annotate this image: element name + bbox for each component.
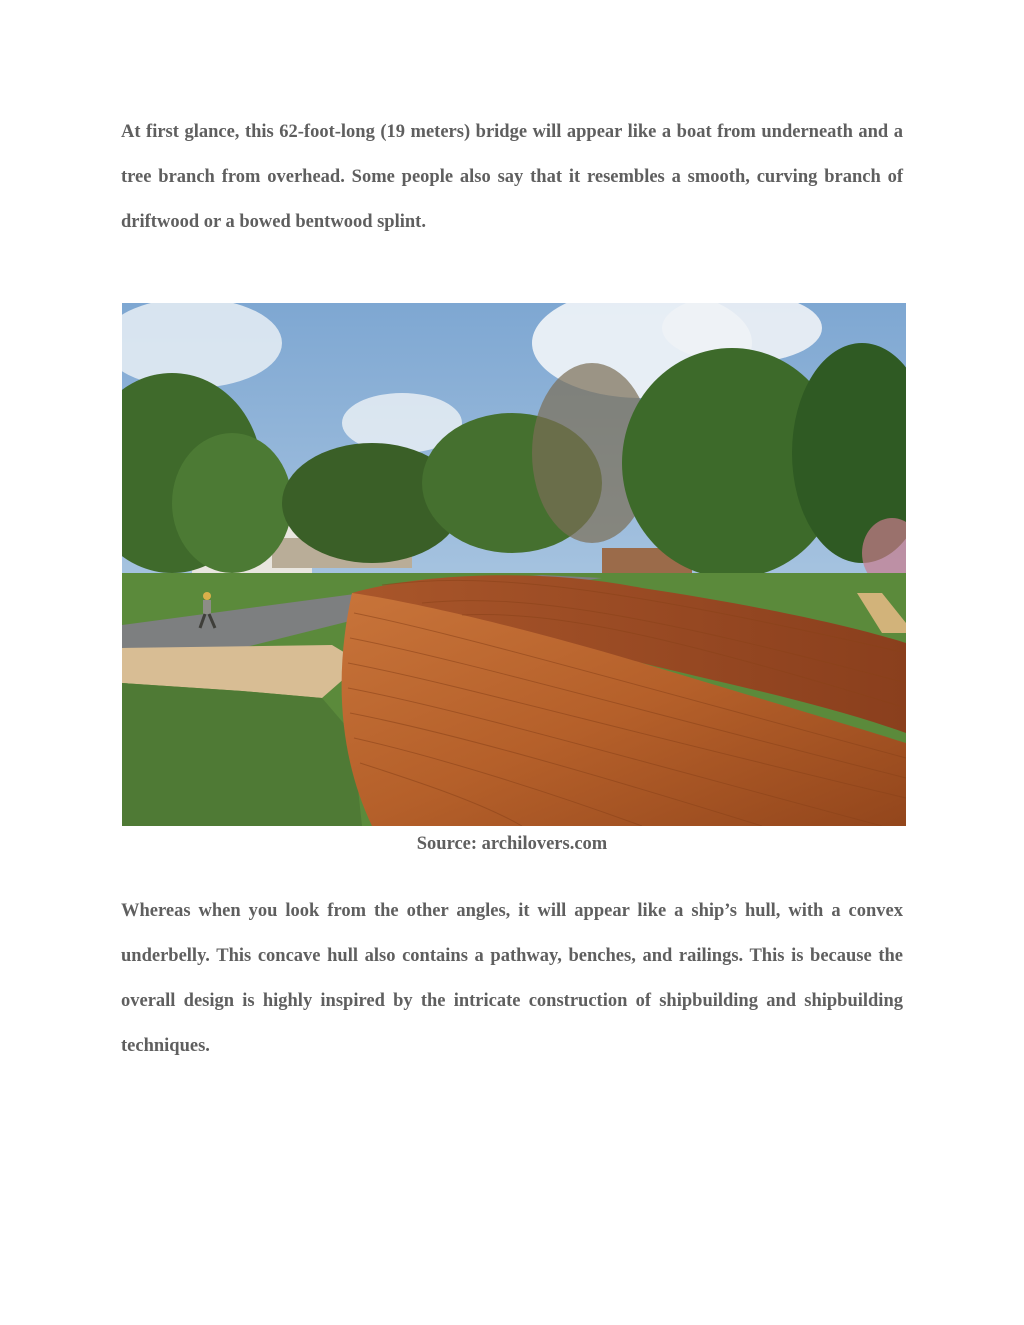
image-caption: Source: archilovers.com: [416, 834, 608, 854]
followup-paragraph: Whereas when you look from the other angles, it will appear like a ship’s hull, with a convex underbelly. This concave hull also contains a pathway, benches, and railings. This is because the overall design is highly inspired by the intricate construction of shipbuilding and shipbuilding techniques.: [121, 901, 903, 1056]
intro-paragraph: At first glance, this 62-foot-long (19 meters) bridge will appear like a boat from underneath and a tree branch from overhead. Some people also say that it resembles a smooth, curving branch of driftwood or a bowed bentwood splint.: [121, 122, 903, 232]
bridge-photo: [122, 303, 906, 826]
